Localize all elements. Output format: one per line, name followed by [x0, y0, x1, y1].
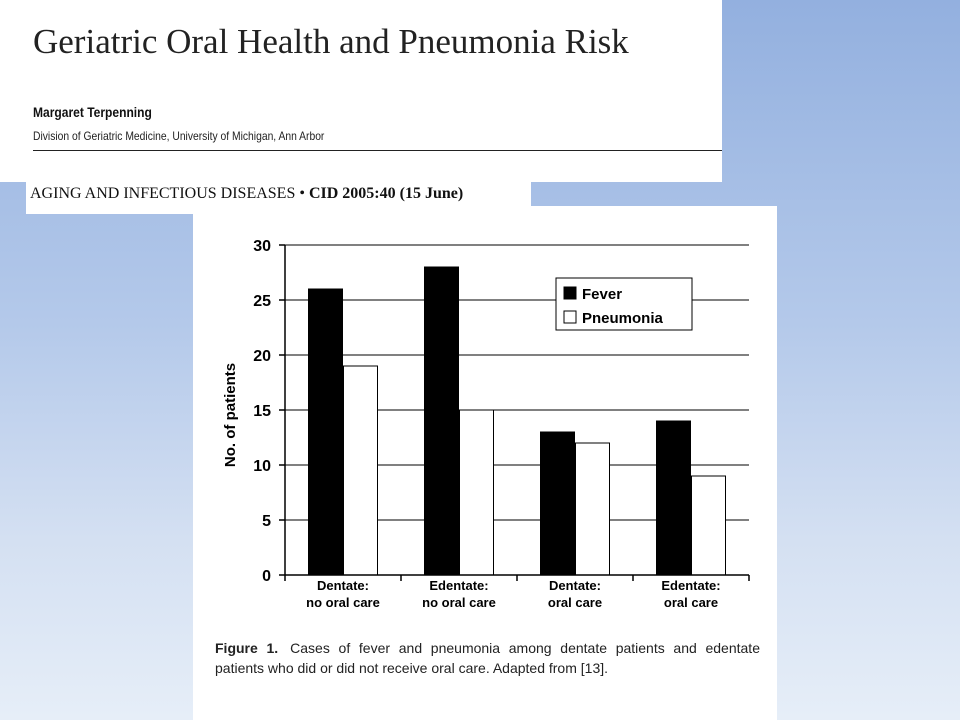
figure-panel [193, 206, 777, 720]
x-category-label: Edentate: [429, 578, 489, 593]
legend-swatch-fever [564, 287, 576, 299]
figure-caption [215, 638, 760, 678]
x-category-label: no oral care [306, 595, 380, 610]
author-affiliation: Division of Geriatric Medicine, University of Michigan, Ann Arbor [33, 129, 325, 143]
y-tick-label: 15 [253, 403, 271, 420]
separator-dot: • [299, 185, 305, 202]
legend [556, 278, 692, 330]
bar-pneumonia [692, 476, 726, 575]
y-tick-label: 25 [253, 293, 271, 310]
x-category-label: Dentate: [316, 578, 370, 593]
bar-fever [309, 289, 343, 575]
running-head-text [30, 185, 463, 203]
bar-pneumonia [344, 366, 378, 575]
y-tick-label: 20 [253, 348, 271, 365]
y-tick-label: 5 [262, 513, 271, 530]
x-category-label: Dentate: [548, 578, 602, 593]
article-title: Geriatric Oral Health and Pneumonia Risk [33, 22, 629, 61]
bar-chart [193, 206, 777, 626]
article-header [0, 0, 722, 182]
legend-label-fever: Fever [582, 286, 623, 303]
bar-pneumonia [460, 410, 494, 575]
x-category-label: no oral care [422, 595, 496, 610]
y-tick-label: 30 [253, 238, 271, 255]
y-tick-label: 10 [253, 458, 271, 475]
figure-label: Figure 1. [215, 640, 279, 656]
x-category-label: oral care [663, 595, 719, 610]
author-name: Margaret Terpenning [33, 104, 152, 120]
legend-label-pneumonia: Pneumonia [582, 310, 663, 327]
x-category-label: Edentate: [661, 578, 721, 593]
header-divider [33, 150, 722, 151]
bar-pneumonia [576, 443, 610, 575]
bar-fever [657, 421, 691, 575]
legend-swatch-pneumonia [564, 311, 576, 323]
journal-citation: CID 2005:40 (15 June) [308, 185, 464, 202]
y-tick-label: 0 [262, 568, 271, 585]
x-category-label: oral care [547, 595, 603, 610]
section-name: AGING AND INFECTIOUS DISEASES [30, 185, 296, 202]
figure-caption-text: Cases of fever and pneumonia among dentate patients and edentate patients who did or did not receive oral care. Adapted from [13]. [215, 640, 760, 676]
y-axis-title: No. of patients [222, 362, 239, 468]
bar-fever [425, 267, 459, 575]
bar-fever [541, 432, 575, 575]
